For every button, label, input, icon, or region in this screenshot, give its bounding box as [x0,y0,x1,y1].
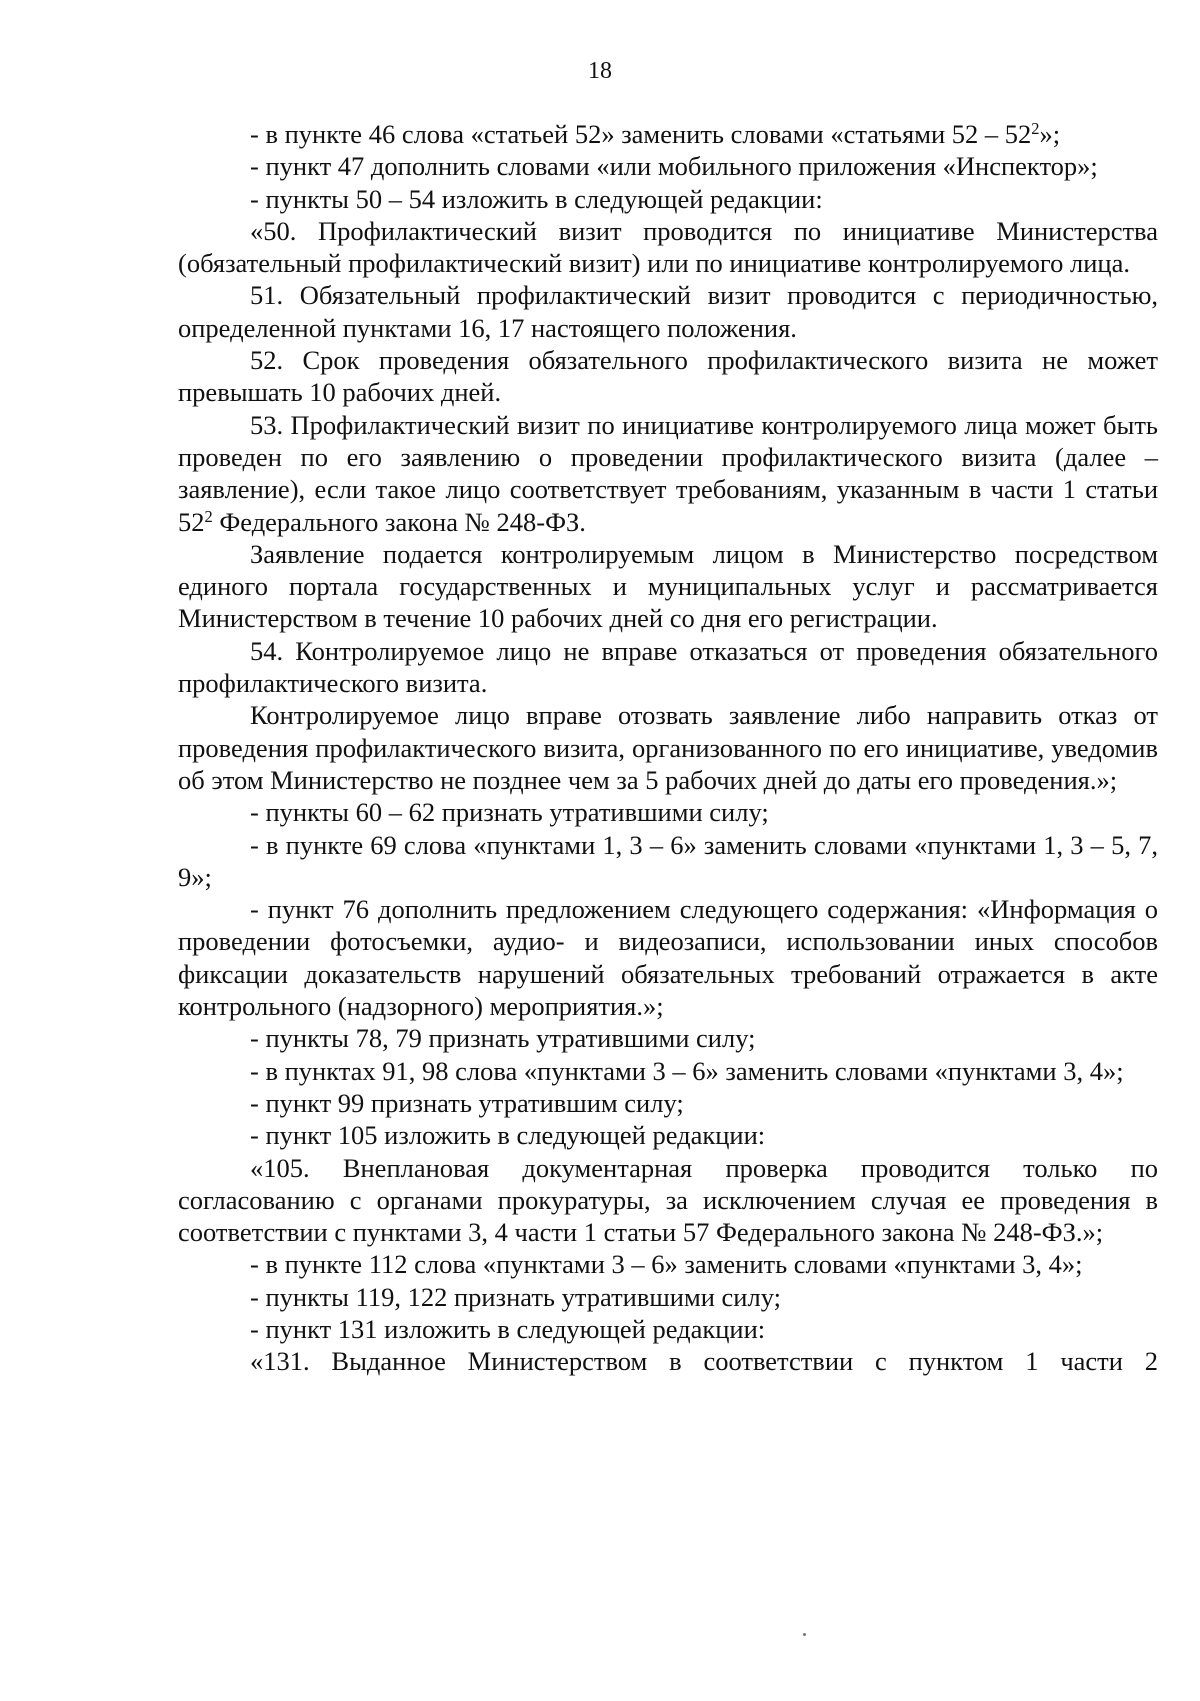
paragraph-p22: «131. Выданное Министерством в соответствии с пунктом 1 части 2 [250,1346,1158,1377]
paragraph-p09: 54. Контролируемое лицо не вправе отказаться от проведения обязательного профилактического визита. [178,635,1158,699]
scan-speck [803,1633,806,1636]
paragraph-p19: - в пункте 112 слова «пунктами 3 – 6» заменить словами «пунктами 3, 4»; [250,1249,1083,1280]
paragraph-p13: - пункт 76 дополнить предложением следующего содержания: «Информация о проведении фотосъемки, аудио- и видеозаписи, использовании иных способов фиксации доказательств нарушений обязательных требований отражается в акте контрольного (надзорного) мероприятия.»; [178,894,1158,1022]
document-body [178,118,1158,1378]
paragraph-p03: - пункты 50 – 54 изложить в следующей редакции: [250,183,823,214]
paragraph-p02: - пункт 47 дополнить словами «или мобильного приложения «Инспектор»; [250,151,1098,182]
paragraph-p07: 53. Профилактический визит по инициативе контролируемого лица может быть проведен по его заявлению о проведении профилактического визита (далее – заявление), если такое лицо соответствует требованиям, указанным в части 1 статьи $52^2$ Федерального закона № 248-ФЗ. [178,409,1158,537]
paragraph-p16: - пункт 99 признать утратившим силу; [250,1087,684,1118]
paragraph-p06: 52. Срок проведения обязательного профилактического визита не может превышать 10 рабочих дней. [178,345,1158,408]
paragraph-p15: - в пунктах 91, 98 слова «пунктами 3 – 6» заменить словами «пунктами 3, 4»; [250,1055,1124,1086]
paragraph-p04: «50. Профилактический визит проводится по инициативе Министерства (обязательный профилактический визит) или по инициативе контролируемого лица. [178,215,1158,279]
paragraph-p01: - в пункте 46 слова «статьей 52» заменить словами «статьями $52 - 52^2$»; [250,118,1061,149]
paragraph-p18: «105. Внеплановая документарная проверка проводится только по согласованию с органами прокуратуры, за исключением случая ее проведения в соответствии с пунктами 3, 4 части 1 статьи 57 Федерального закона № 248-ФЗ.»; [178,1152,1158,1248]
paragraph-p20: - пункты 119, 122 признать утратившими силу; [250,1281,781,1312]
paragraph-p21: - пункт 131 изложить в следующей редакции: [250,1313,766,1344]
paragraph-p11: - пункты 60 – 62 признать утратившими силу; [250,797,769,828]
paragraph-p14: - пункты 78, 79 признать утратившими силу; [250,1023,756,1054]
page-number: 18 [588,58,612,84]
paragraph-p10: Контролируемое лицо вправе отозвать заявление либо направить отказ от проведения профилактического визита, организованного по его инициативе, уведомив об этом Министерство не позднее чем за 5 рабочих дней до даты его проведения.»; [178,700,1158,795]
paragraph-p05: 51. Обязательный профилактический визит проводится с периодичностью, определенной пунктами 16, 17 настоящего положения. [178,280,1158,343]
paragraph-p12: - в пункте 69 слова «пунктами 1, 3 – 6» заменить словами «пунктами 1, 3 – 5, 7, 9»; [178,829,1158,892]
paragraph-p08: Заявление подается контролируемым лицом в Министерство посредством единого портала государственных и муниципальных услуг и рассматривается Министерством в течение 10 рабочих дней со дня его регистрации. [178,538,1158,634]
paragraph-p17: - пункт 105 изложить в следующей редакции: [250,1120,766,1151]
